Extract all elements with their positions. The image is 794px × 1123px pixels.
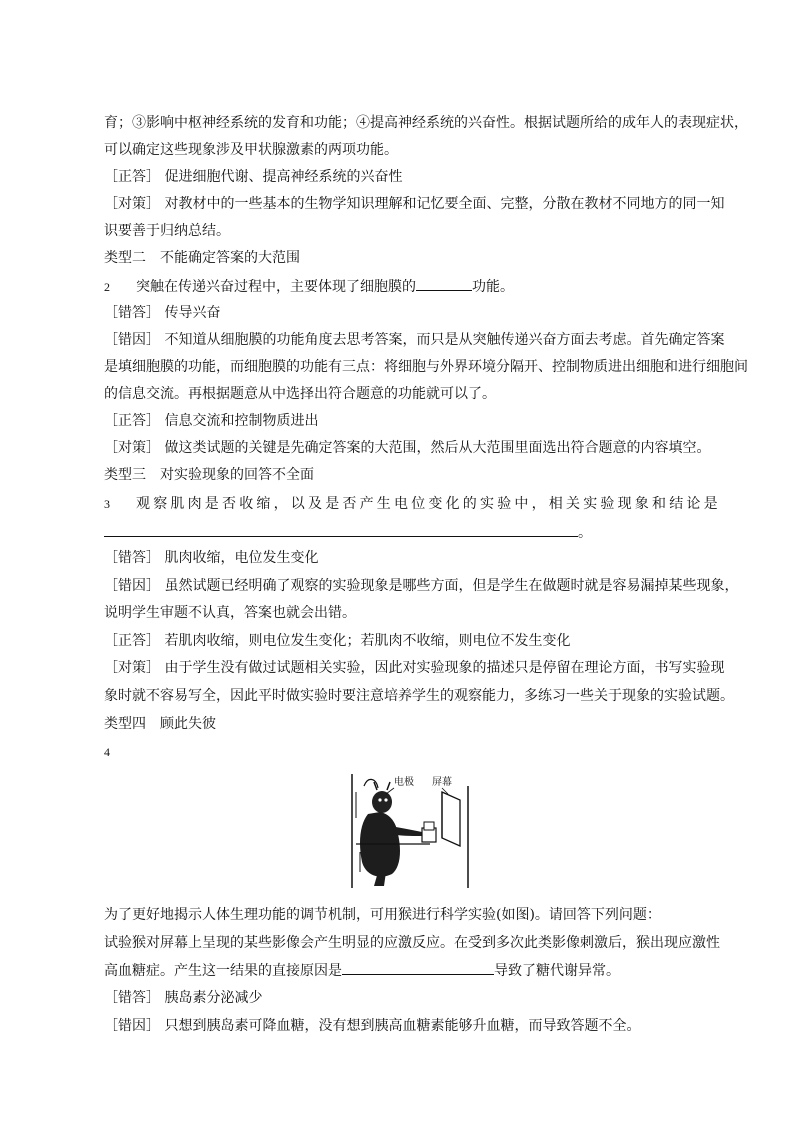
q3-strategy-line2: 象时就不容易写全，因此平时做实验时要注意培养学生的观察能力，多练习一些关于现象的实验试题。: [104, 688, 734, 704]
q2-reason-line3: 的信息交流。再根据题意从中选择出符合题意的功能就可以了。: [104, 386, 496, 402]
q3-reason-line1: ［错因］ 虽然试题已经明确了观察的实验现象是哪些方面，但是学生在做题时就是容易漏掉某些现象，: [104, 578, 739, 594]
q3-correct-answer: ［正答］ 若肌肉收缩，则电位发生变化；若肌肉不收缩，则电位不发生变化: [104, 633, 571, 649]
p1-line2: 可以确定这些现象涉及甲状腺激素的两项功能。: [104, 142, 398, 158]
label-screen: 屏幕: [432, 777, 452, 788]
q2-question: [104, 276, 514, 296]
q4-text-part2: 导致了糖代谢异常。: [494, 963, 620, 979]
question-number: 3: [104, 497, 110, 511]
q2-wrong-answer: ［错答］ 传导兴奋: [104, 305, 221, 321]
q4-intro: 为了更好地揭示人体生理功能的调节机制，可用猴进行科学实验(如图)。请回答下列问题：: [104, 907, 661, 923]
type3-heading: 类型三 对实验现象的回答不全面: [104, 467, 314, 483]
type2-heading: 类型二 不能确定答案的大范围: [104, 250, 300, 266]
q2-strategy: ［对策］ 做这类试题的关键是先确定答案的大范围，然后从大范围里面选出符合题意的内容填空。: [104, 440, 711, 456]
p1-line1: 育；③影响中枢神经系统的发育和功能；④提高神经系统的兴奋性。根据试题所给的成年人的表现症状，: [104, 115, 748, 131]
question-number: 2: [104, 280, 110, 294]
q4-wrong-answer: ［错答］ 胰岛素分泌减少: [104, 990, 263, 1006]
q4-text-line2: [104, 960, 620, 980]
q1-strategy-line1: ［对策］ 对教材中的一些基本的生物学知识理解和记忆要全面、完整，分散在教材不同地方的同一知: [104, 196, 725, 212]
answer-blank: [416, 276, 472, 291]
q3-answer-line: [104, 522, 592, 542]
answer-blank: [342, 960, 494, 975]
type4-heading: 类型四 顾此失彼: [104, 716, 216, 732]
q1-strategy-line2: 识要善于归纳总结。: [104, 223, 230, 239]
q3-question: [104, 494, 721, 514]
q2-text-part2: 功能。: [472, 279, 514, 295]
q2-correct-answer: ［正答］ 信息交流和控制物质进出: [104, 413, 319, 429]
q1-correct-answer: ［正答］ 促进细胞代谢、提高神经系统的兴奋性: [104, 169, 403, 185]
q3-text: 观察肌肉是否收缩，以及是否产生电位变化的实验中，相关实验现象和结论是: [136, 496, 721, 512]
experiment-figure: [350, 772, 472, 890]
q3-period: 。: [578, 525, 592, 541]
q4-number: 4: [104, 745, 110, 759]
answer-blank: [104, 522, 578, 537]
q3-strategy-line1: ［对策］ 由于学生没有做过试题相关实验，因此对实验现象的描述只是停留在理论方面，书写实验现: [104, 660, 725, 676]
q4-text-line1: 试验猴对屏幕上呈现的某些影像会产生明显的应激反应。在受到多次此类影像刺激后，猴出现应激性: [104, 935, 720, 951]
q2-reason-line1: ［错因］ 不知道从细胞膜的功能角度去思考答案，而只是从突触传递兴奋方面去考虑。首先确定答案: [104, 332, 725, 348]
q4-reason: ［错因］ 只想到胰岛素可降血糖，没有想到胰高血糖素能够升血糖，而导致答题不全。: [104, 1018, 641, 1034]
q3-reason-line2: 说明学生审题不认真，答案也就会出错。: [104, 605, 356, 621]
label-electrode: 电极: [394, 777, 414, 788]
q2-text-part1: 突触在传递兴奋过程中，主要体现了细胞膜的: [136, 279, 416, 295]
q2-reason-line2: 是填细胞膜的功能，而细胞膜的功能有三点：将细胞与外界环境分隔开、控制物质进出细胞和进行细胞间: [104, 359, 748, 375]
q3-wrong-answer: ［错答］ 肌肉收缩，电位发生变化: [104, 550, 319, 566]
q4-text-part1: 高血糖症。产生这一结果的直接原因是: [104, 963, 342, 979]
